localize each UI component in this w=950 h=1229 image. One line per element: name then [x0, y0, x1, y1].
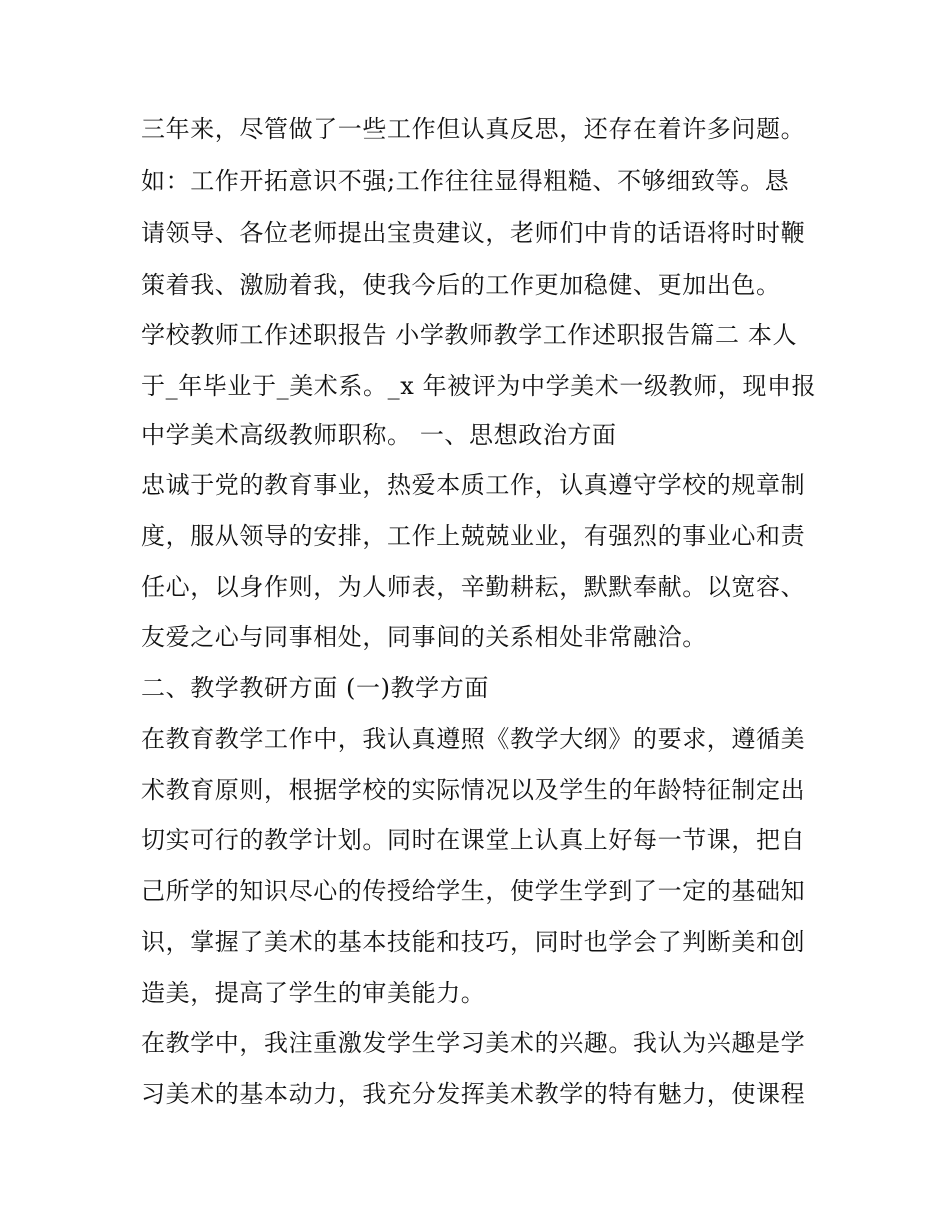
text-line: 友爱之心与同事相处，同事间的关系相处非常融洽。 [141, 623, 707, 651]
text-line: 在教学中，我注重激发学生学习美术的兴趣。我认为兴趣是学 [141, 1029, 806, 1057]
text-line: 识，掌握了美术的基本技能和技巧，同时也学会了判断美和创 [141, 928, 806, 956]
text-line: 任心，以身作则，为人师表，辛勤耕耘，默默奉献。以宽容、 [141, 573, 806, 601]
section-title-line: 学校教师工作述职报告 小学教师教学工作述职报告篇二 本人 [141, 321, 798, 349]
text-line: 习美术的基本动力，我充分发挥美术教学的特有魅力，使课程 [141, 1080, 806, 1108]
text-line: 三年来，尽管做了一些工作但认真反思，还存在着许多问题。 [141, 115, 806, 143]
text-line: 如：工作开拓意识不强;工作往往显得粗糙、不够细致等。恳 [141, 167, 790, 195]
text-line: 度，服从领导的安排，工作上兢兢业业，有强烈的事业心和责 [141, 522, 806, 550]
text-line: 术教育原则，根据学校的实际情况以及学生的年龄特征制定出 [141, 776, 806, 804]
text-line: 于_年毕业于_美术系。_x 年被评为中学美术一级教师，现申报 [141, 372, 817, 400]
section-heading-line: 中学美术高级教师职称。 一、思想政治方面 [141, 421, 617, 449]
text-line: 请领导、各位老师提出宝贵建议，老师们中肯的话语将时时鞭 [141, 219, 806, 247]
text-line: 己所学的知识尽心的传授给学生，使学生学到了一定的基础知 [141, 877, 806, 905]
text-line: 忠诚于党的教育事业，热爱本质工作，认真遵守学校的规章制 [141, 471, 806, 499]
text-line: 造美，提高了学生的审美能力。 [141, 979, 486, 1007]
text-line: 策着我、激励着我，使我今后的工作更加稳健、更加出色。 [141, 271, 781, 299]
text-line: 在教育教学工作中，我认真遵照《教学大纲》的要求，遵循美 [141, 725, 806, 753]
section-heading-line: 二、教学教研方面 (一)教学方面 [141, 674, 489, 702]
text-line: 切实可行的教学计划。同时在课堂上认真上好每一节课，把自 [141, 826, 806, 854]
